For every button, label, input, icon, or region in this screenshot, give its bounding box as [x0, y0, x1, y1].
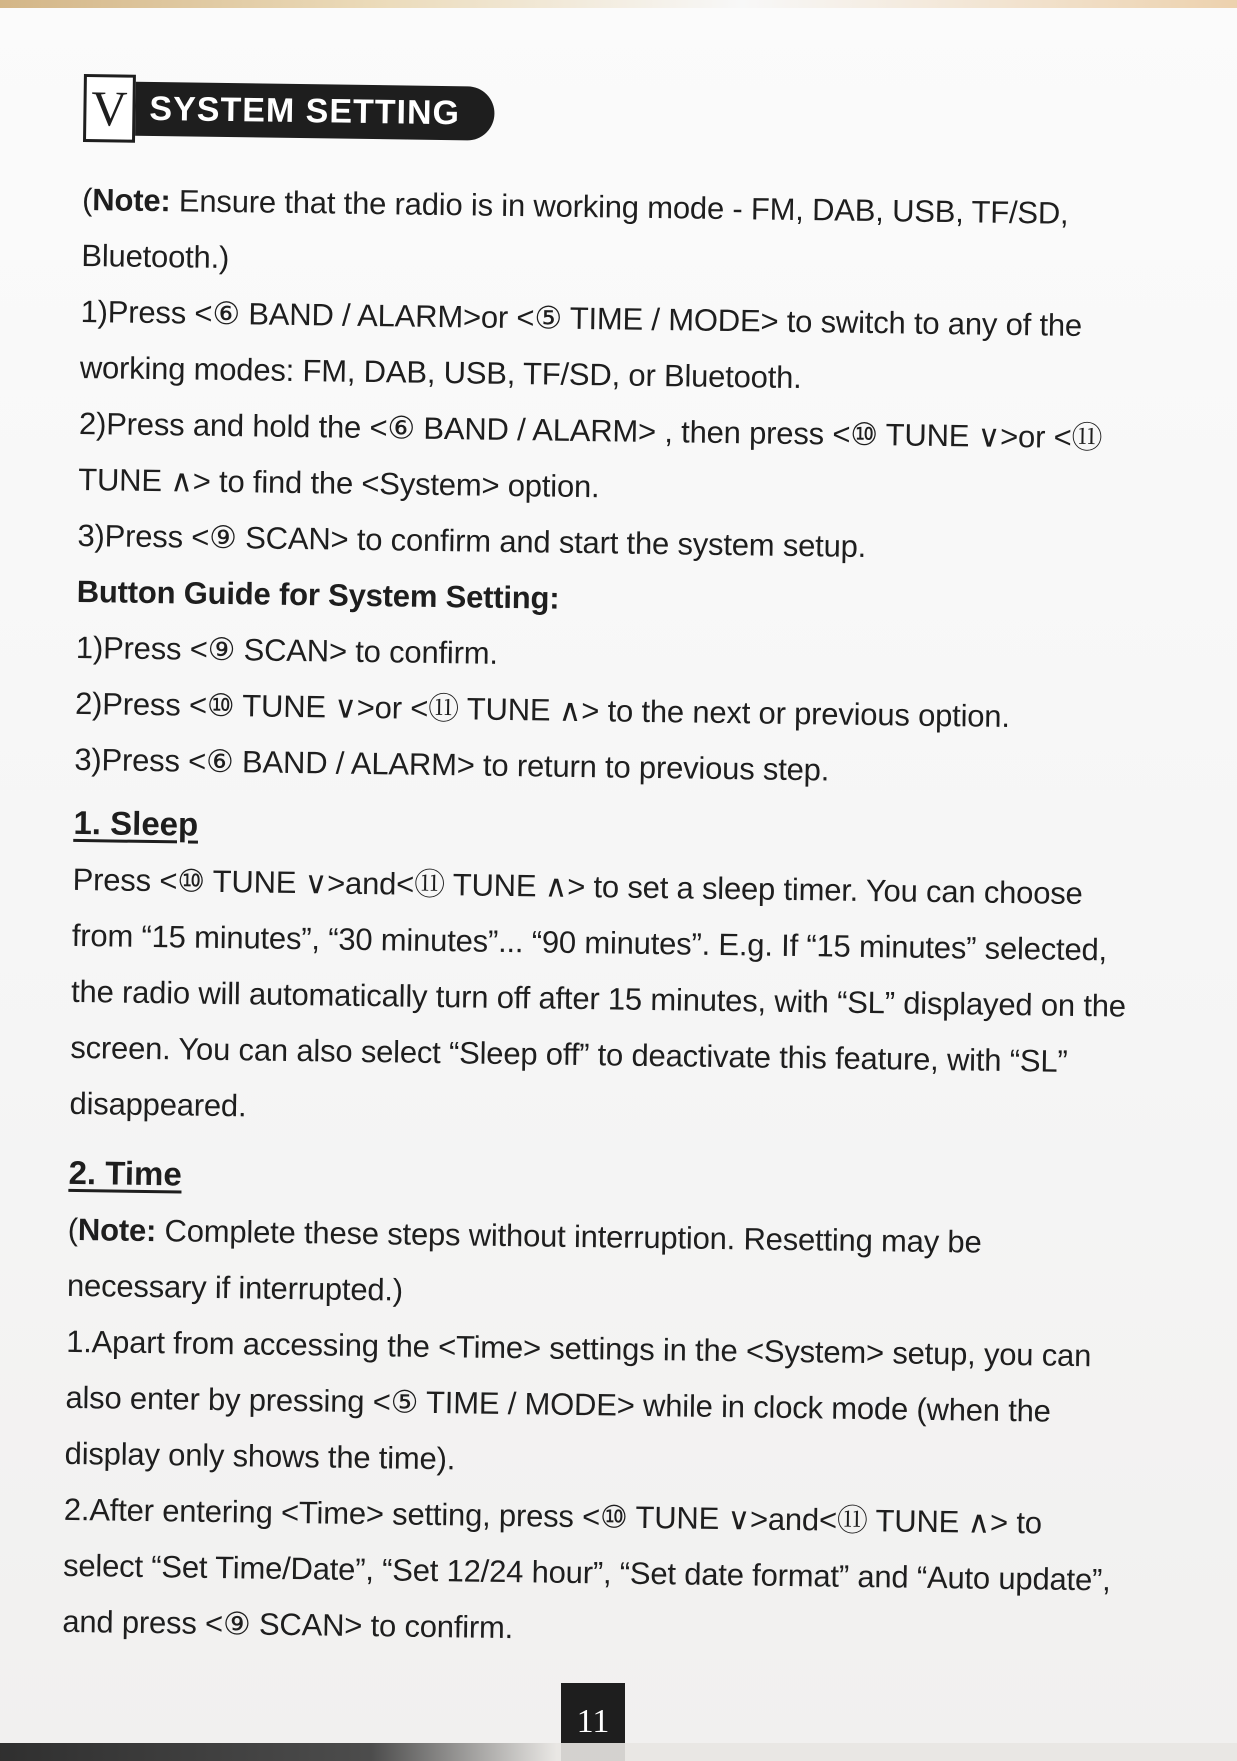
page-number: 11	[561, 1683, 625, 1761]
sleep-heading: 1. Sleep	[73, 803, 199, 843]
time-note	[67, 1202, 1128, 1329]
section-numeral: V	[83, 74, 136, 143]
time-step-2: 2.After entering <Time> setting, press <⑩ TUNE ∨>and<⑪ TUNE ∧> to select “Set Time/Date”, “Set 12/24 hour”, “Set date format” and “Auto update”, and press <⑨ SCAN> to confirm.	[62, 1491, 1111, 1646]
intro-step-3: 3)Press <⑨ SCAN> to confirm and start the system setup.	[77, 517, 867, 564]
time-heading: 2. Time	[68, 1153, 182, 1193]
button-guide-title: Button Guide for System Setting:	[76, 573, 560, 616]
intro-step-1: 1)Press <⑥ BAND / ALARM>or <⑤ TIME / MODE> to switch to any of the working modes: FM, DAB, USB, TF/SD, or Bluetooth.	[79, 293, 1083, 396]
page-top-edge	[0, 0, 1237, 8]
note-text: Complete these steps without interruption. Resetting may be necessary if interrupted.)	[66, 1213, 982, 1308]
section-title: SYSTEM SETTING	[135, 82, 494, 141]
note-open-paren: (	[67, 1211, 79, 1248]
intro-step-2: 2)Press and hold the <⑥ BAND / ALARM> , then press <⑩ TUNE ∨>or <⑪ TUNE ∧> to find the <System> option.	[78, 405, 1103, 505]
note-label: Note:	[92, 182, 171, 219]
note-text: Ensure that the radio is in working mode - FM, DAB, USB, TF/SD, Bluetooth.)	[81, 183, 1069, 276]
page-content	[62, 70, 1144, 1665]
button-guide-step-1: 1)Press <⑨ SCAN> to confirm.	[75, 629, 499, 671]
button-guide-step-3: 3)Press <⑥ BAND / ALARM> to return to previous step.	[74, 741, 830, 788]
time-step-1: 1.Apart from accessing the <Time> settings in the <System> setup, you can also enter by pressing <⑤ TIME / MODE> while in clock mode (when the display only shows the time).	[64, 1323, 1092, 1477]
page-bottom-edge	[0, 1743, 1237, 1761]
note-open-paren: (	[81, 181, 93, 218]
note-label: Note:	[77, 1212, 157, 1249]
button-guide-step-2: 2)Press <⑩ TUNE ∨>or <⑪ TUNE ∧> to the next or previous option.	[74, 685, 1011, 734]
section-header	[83, 70, 1144, 161]
intro-note	[81, 172, 1142, 299]
sleep-text: Press <⑩ TUNE ∨>and<⑪ TUNE ∧> to set a sleep timer. You can choose from “15 minutes”, “30 minutes”... “90 minutes”. E.g. If “15 minutes” selected, the radio will automatically turn off after 15 minutes, with “SL” displayed on the screen. You can also select “Sleep off” to deactivate this feature, with “SL” disappeared.	[69, 861, 1127, 1124]
